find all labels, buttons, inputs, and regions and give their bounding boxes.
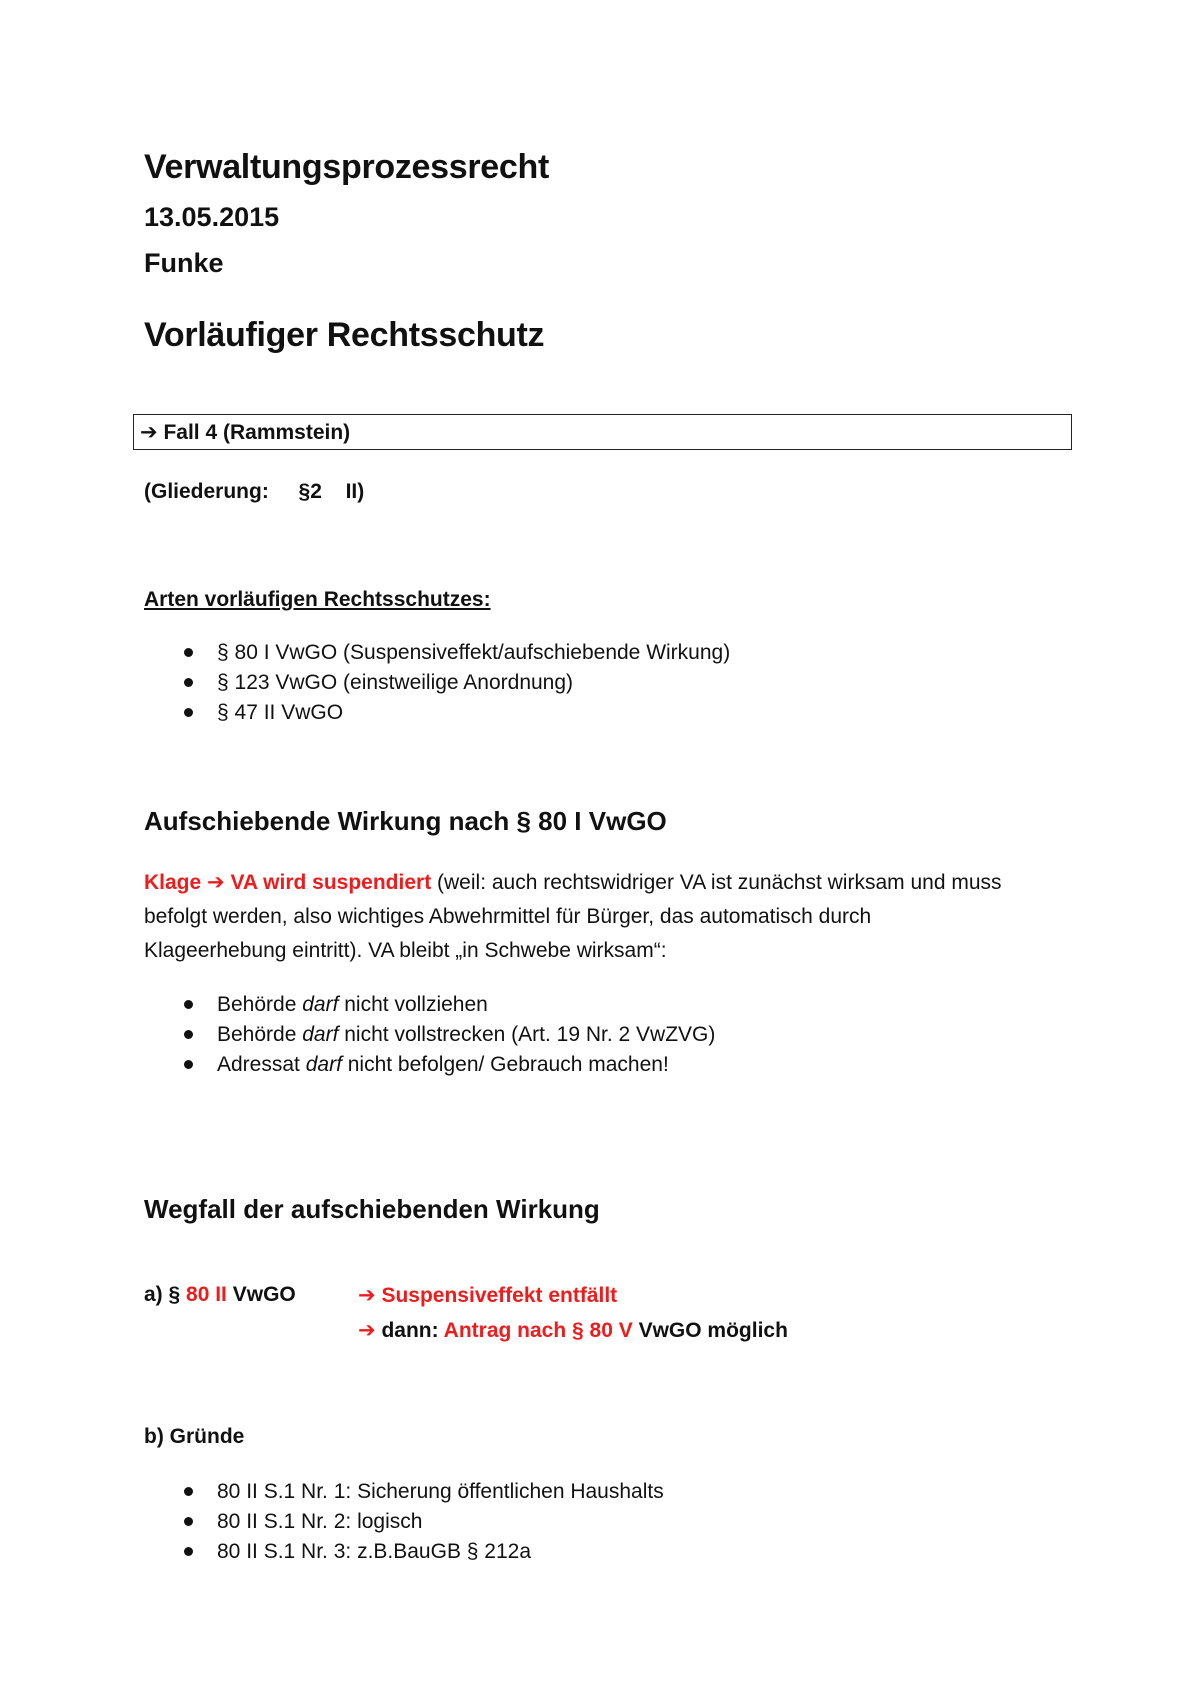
case-box-content (140, 420, 350, 445)
bullet-icon (184, 1060, 193, 1069)
arrow-icon: ➔ (358, 1284, 376, 1307)
point-b-heading: b) Gründe (144, 1425, 245, 1448)
document-author: Funke (144, 248, 224, 278)
outline-section: §2 (298, 480, 322, 503)
document-date: 13.05.2015 (144, 202, 280, 232)
case-label: Fall 4 (Rammstein) (163, 421, 351, 444)
bullet-icon (184, 1000, 193, 1009)
point-a-label: a) § 80 II VwGO (144, 1283, 296, 1306)
arrow-icon: ➔ (207, 871, 225, 894)
section-heading-removal: Wegfall der aufschiebenden Wirkung (144, 1194, 600, 1224)
point-a-result-2: ➔ dann: Antrag nach § 80 V VwGO möglich (358, 1319, 788, 1342)
bullet-icon (184, 1030, 193, 1039)
bullet-icon (184, 708, 193, 717)
case-box (133, 414, 1072, 450)
bullet-icon (184, 1547, 193, 1556)
paragraph-line-1: Klage ➔ VA wird suspendiert (weil: auch rechtswidriger VA ist zunächst wirksam und muss (144, 871, 1002, 894)
arrow-icon: ➔ (358, 1319, 376, 1342)
paragraph-line-2: befolgt werden, also wichtiges Abwehrmittel für Bürger, das automatisch durch (144, 905, 872, 928)
bullet-icon (184, 1487, 193, 1496)
bullet-icon (184, 678, 193, 687)
document-title: Verwaltungsprozessrecht (144, 148, 550, 186)
types-heading: Arten vorläufigen Rechtsschutzes: (144, 588, 491, 611)
bullet-icon (184, 1517, 193, 1526)
paragraph-line-3: Klageerhebung eintritt). VA bleibt „in Schwebe wirksam“: (144, 939, 667, 962)
document-page: Verwaltungsprozessrecht 13.05.2015 Funke Vorläufiger Rechtsschutz ➔ Fall 4 (Rammstein) (Gliederung: §2 II) Arten vorläufigen Rechtsschutzes: § 80 I VwGO (Suspensiveffekt/aufschiebende Wirkung) § 123 VwGO (einstweilige Anordnung) § 47 II VwGO Aufschiebende Wirkung nach § 80 I VwGO Klage ➔ VA wird suspendiert (weil: auch rechtswidriger VA ist zunächst wirksam und muss befolgt werden, also wichtiges Abwehrmittel für Bürger, das automatisch durch Klageerhebung eintritt). VA bleibt „in Schwebe wirksam“: Behörde darf nicht vollziehen Behörde darf nicht vollstrecken (Art. 19 Nr. 2 VwZVG) Adressat darf nicht befolgen/ Gebrauch machen! Wegfall der aufschiebenden Wirkung a) § 80 II VwGO ➔ Suspensiveffekt entfällt ➔ dann: Antrag nach § 80 V VwGO möglich b) Gründe 80 II S.1 Nr. 1: Sicherung öffentlichen Haushalts 80 II S.1 Nr. 2: logisch 80 II S.1 Nr. 3: z.B.BauGB § 212a (0, 0, 1200, 1698)
outline-label: (Gliederung: (144, 480, 269, 503)
bullet-icon (184, 648, 193, 657)
outline-line (144, 480, 364, 504)
section-heading-suspensive: Aufschiebende Wirkung nach § 80 I VwGO (144, 806, 667, 836)
point-a-result-1: ➔ Suspensiveffekt entfällt (358, 1284, 618, 1307)
document-subtitle: Vorläufiger Rechtsschutz (144, 316, 545, 354)
outline-sub: II) (345, 480, 365, 503)
suspensive-paragraph (144, 866, 1074, 968)
arrow-icon: ➔ (140, 421, 158, 444)
